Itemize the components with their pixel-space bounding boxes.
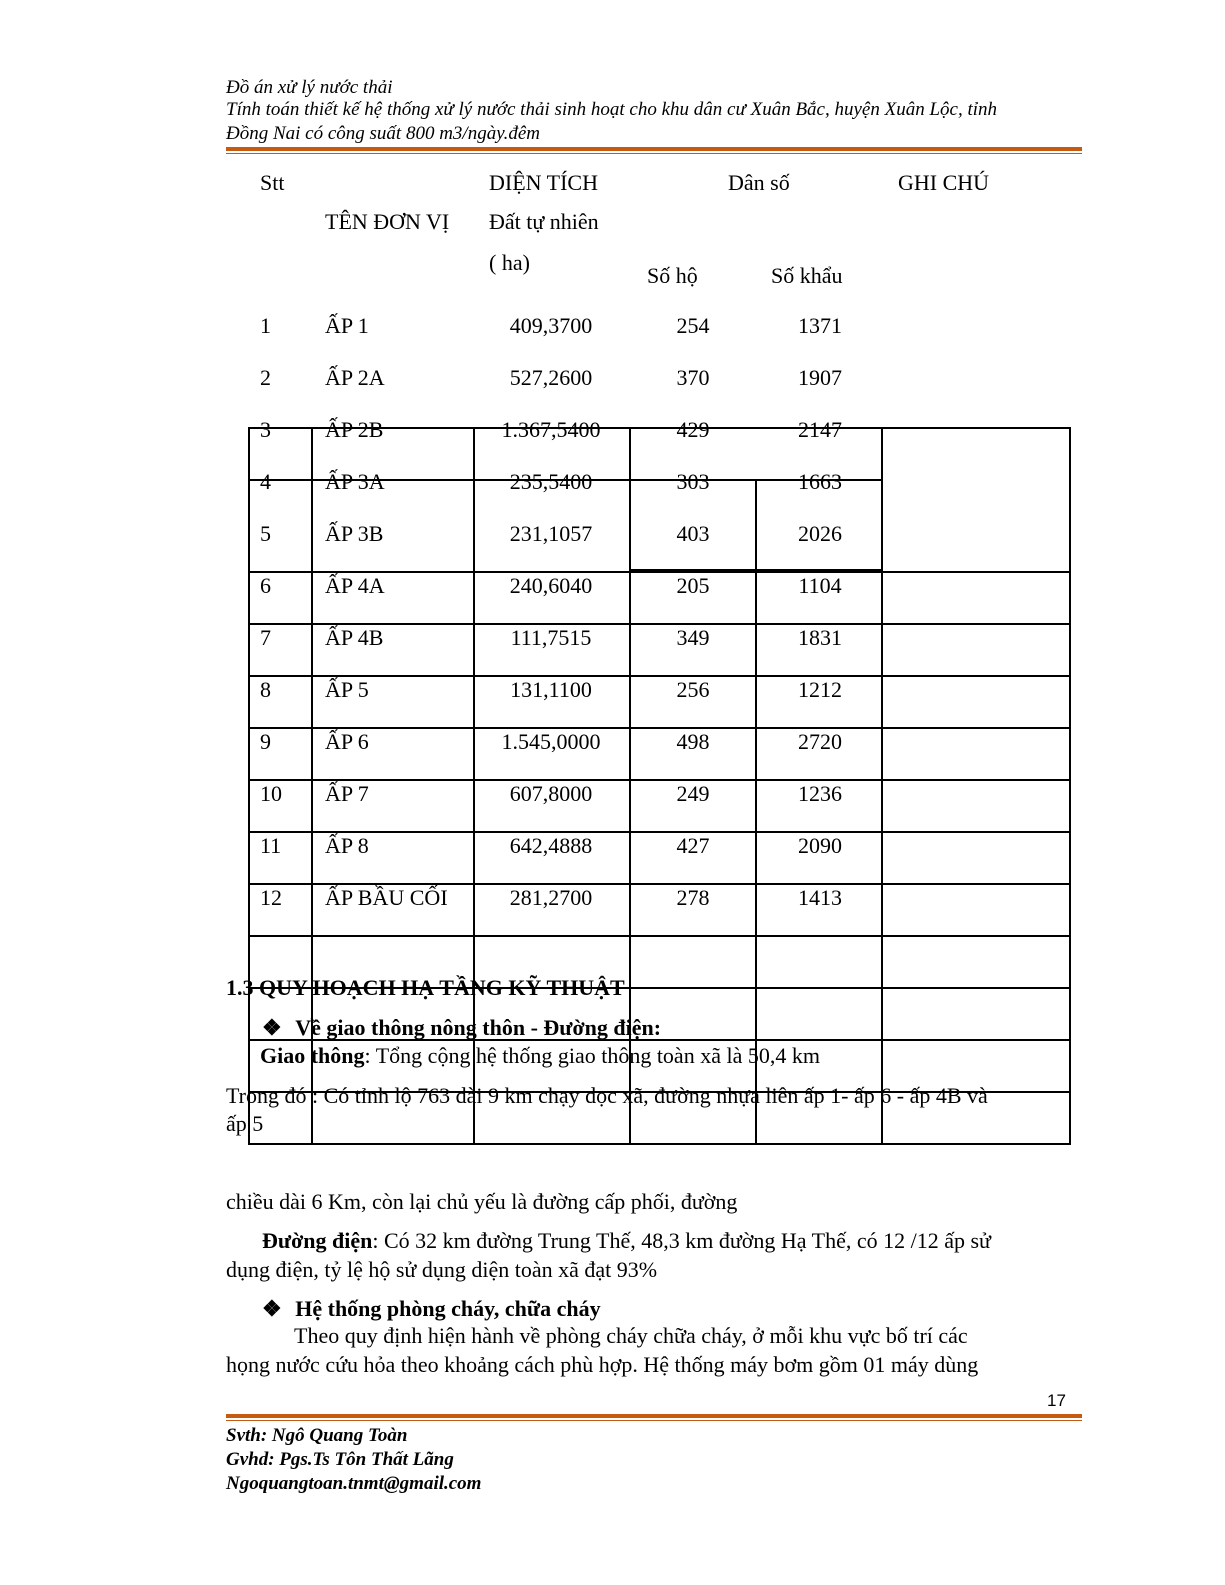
row-households: 429	[676, 417, 710, 442]
row-area: 231,1057	[509, 521, 593, 546]
col-stt-label: Stt	[260, 170, 285, 195]
row-households: 498	[676, 729, 710, 754]
power-text: : Có 32 km đường Trung Thế, 48,3 km đường Hạ Thế, có 12 /12 ấp sử	[372, 1228, 991, 1253]
row-name: ẤP 3A	[325, 469, 385, 494]
footer-advisor: Gvhd: Pgs.Ts Tôn Thất Lãng	[226, 1449, 454, 1470]
row-name: ẤP 6	[325, 729, 369, 754]
col-area-unit: ( ha)	[489, 250, 530, 275]
power-label: Đường điện	[262, 1228, 373, 1253]
header-rule	[226, 147, 1082, 154]
row-people: 2090	[798, 833, 842, 858]
row-households: 427	[676, 833, 710, 858]
row-area: 131,1100	[510, 677, 592, 702]
row-stt: 10	[260, 781, 282, 806]
row-people: 2147	[798, 417, 842, 442]
row-area: 409,3700	[509, 313, 593, 338]
row-households: 249	[676, 781, 710, 806]
row-area: 607,8000	[509, 781, 593, 806]
row-area: 235,5400	[509, 469, 593, 494]
row-people: 1371	[798, 313, 842, 338]
row-area: 281,2700	[509, 885, 593, 910]
row-area: 642,4888	[509, 833, 593, 858]
col-note-label: GHI CHÚ	[898, 170, 990, 195]
power-text-2: dụng điện, tỷ lệ hộ sử dụng diện toàn xã đạt 93%	[226, 1257, 658, 1282]
row-area: 1.367,5400	[501, 417, 601, 442]
row-stt: 11	[260, 833, 282, 858]
section-heading: 1.3 QUY HOẠCH HẠ TẦNG KỸ THUẬT	[226, 975, 625, 1000]
row-name: ẤP 4A	[325, 573, 385, 598]
col-name-label: TÊN ĐƠN VỊ	[325, 209, 450, 234]
row-name: ẤP 5	[325, 677, 369, 702]
row-stt: 2	[260, 365, 271, 390]
row-people: 1413	[798, 885, 842, 910]
fire-text-2: họng nước cứu hỏa theo khoảng cách phù hợp. Hệ thống máy bơm gồm 01 máy dùng	[226, 1352, 979, 1377]
bullet-fire	[262, 1296, 601, 1322]
row-people: 1236	[798, 781, 842, 806]
row-name: ẤP 2A	[325, 365, 385, 390]
row-area: 527,2600	[509, 365, 593, 390]
header-title: Đồ án xử lý nước thải	[226, 77, 393, 98]
row-area: 111,7515	[510, 625, 592, 650]
traffic-detail-3: chiều dài 6 Km, còn lại chủ yếu là đường cấp phối, đường	[226, 1189, 738, 1214]
traffic-text: : Tổng cộng hệ thống giao thông toàn xã là 50,4 km	[364, 1043, 820, 1068]
row-people: 2720	[798, 729, 842, 754]
fire-text-1: Theo quy định hiện hành về phòng cháy chữa cháy, ở mỗi khu vực bố trí các	[294, 1323, 968, 1348]
row-households: 303	[676, 469, 710, 494]
row-name: ẤP 2B	[325, 417, 384, 442]
header-subtitle-cont: Đồng Nai có công suất 800 m3/ngày.đêm	[226, 123, 541, 144]
row-households: 205	[676, 573, 710, 598]
row-people: 1663	[798, 469, 842, 494]
row-stt: 9	[260, 729, 271, 754]
row-stt: 6	[260, 573, 271, 598]
col-area-sub: Đất tự nhiên	[489, 209, 599, 234]
row-people: 1104	[798, 573, 842, 598]
row-stt: 7	[260, 625, 271, 650]
row-name: ẤP 1	[325, 313, 369, 338]
bullet-icon: ❖	[262, 1296, 282, 1321]
row-name: ẤP 3B	[325, 521, 384, 546]
col-households-label: Số hộ	[647, 263, 698, 288]
row-stt: 5	[260, 521, 271, 546]
row-stt: 4	[260, 469, 271, 494]
row-name: ẤP 8	[325, 833, 369, 858]
row-area: 1.545,0000	[501, 729, 601, 754]
power-paragraph	[262, 1228, 991, 1254]
row-households: 278	[676, 885, 710, 910]
row-name: ẤP 4B	[325, 625, 384, 650]
traffic-detail-1: Trong đó : Có tỉnh lộ 763 dài 9 km chạy dọc xã, đường nhựa liên ấp 1- ấp 6 - ấp 4B và	[226, 1083, 988, 1108]
row-area: 240,6040	[509, 573, 593, 598]
row-households: 256	[676, 677, 710, 702]
col-area-label: DIỆN TÍCH	[489, 170, 598, 195]
row-households: 370	[676, 365, 710, 390]
footer-student: Svth: Ngô Quang Toàn	[226, 1425, 408, 1446]
traffic-paragraph	[260, 1043, 820, 1069]
bullet-text: Hệ thống phòng cháy, chữa cháy	[295, 1296, 601, 1321]
row-name: ẤP BẦU CỐI	[325, 885, 448, 910]
row-stt: 1	[260, 313, 271, 338]
page-number: 17	[1047, 1391, 1066, 1410]
traffic-detail-2: ấp 5	[226, 1111, 264, 1136]
row-stt: 12	[260, 885, 282, 910]
row-people: 1907	[798, 365, 842, 390]
row-stt: 8	[260, 677, 271, 702]
row-households: 254	[676, 313, 710, 338]
footer-rule	[226, 1414, 1082, 1421]
traffic-label: Giao thông	[260, 1043, 365, 1068]
row-people: 1831	[798, 625, 842, 650]
row-stt: 3	[260, 417, 271, 442]
row-people: 1212	[798, 677, 842, 702]
header-subtitle: Tính toán thiết kế hệ thống xử lý nước thải sinh hoạt cho khu dân cư Xuân Bắc, huyện Xuân Lộc, tỉnh	[226, 99, 998, 120]
row-people: 2026	[798, 521, 842, 546]
row-households: 403	[676, 521, 710, 546]
bullet-icon: ❖	[262, 1015, 282, 1040]
row-name: ẤP 7	[325, 781, 369, 806]
bullet-text: Về giao thông nông thôn - Đường điện:	[295, 1015, 662, 1040]
col-pop-label: Dân số	[728, 170, 790, 195]
footer-email: Ngoquangtoan.tnmt@gmail.com	[226, 1473, 482, 1494]
bullet-traffic-power	[262, 1015, 661, 1041]
col-people-label: Số khẩu	[771, 263, 843, 288]
row-households: 349	[676, 625, 710, 650]
